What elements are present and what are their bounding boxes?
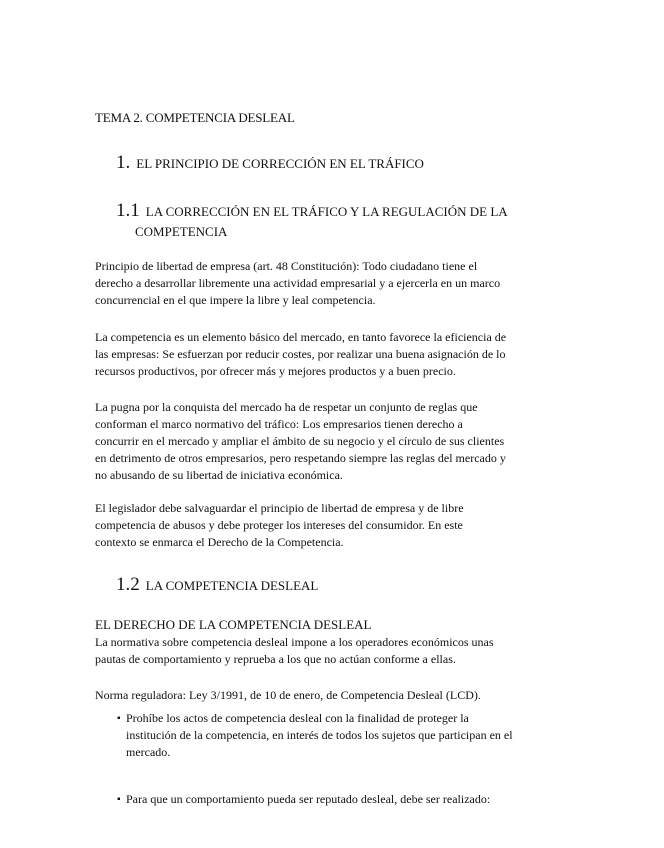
paragraph-line: conforman el marco normativo del tráfico: Los empresarios tienen derecho a [95, 417, 463, 431]
norma-reguladora: Norma reguladora: Ley 3/1991, de 10 de enero, de Competencia Desleal (LCD). [95, 688, 481, 702]
sub-heading-derecho: EL DERECHO DE LA COMPETENCIA DESLEAL [95, 617, 372, 632]
paragraph-libertad-empresa [95, 258, 575, 309]
bullet-item [117, 710, 587, 761]
paragraph-line: Principio de libertad de empresa (art. 48 Constitución): Todo ciudadano tiene el [95, 259, 478, 273]
paragraph-line: en detrimento de otros empresarios, pero respetando siempre las reglas del mercado y [95, 451, 506, 465]
paragraph-line: concurrencial en el que impere la libre y leal competencia. [95, 293, 376, 307]
paragraph-line: La pugna por la conquista del mercado ha de respetar un conjunto de reglas que [95, 400, 478, 414]
paragraph-legislador [95, 500, 575, 551]
paragraph-competencia-elemento [95, 329, 575, 380]
bullet-line: Para que un comportamiento pueda ser reputado desleal, debe ser realizado: [126, 792, 491, 806]
bullet-item [117, 791, 587, 808]
paragraph-line: contexto se enmarca el Derecho de la Competencia. [95, 535, 344, 549]
paragraph-line: pautas de comportamiento y reprueba a los que no actúan conforme a ellas. [95, 652, 456, 666]
bullet-square-icon: ▪ [117, 713, 121, 724]
paragraph-line: La normativa sobre competencia desleal impone a los operadores económicos unas [95, 635, 494, 649]
section-1-1-heading [116, 200, 556, 240]
section-1-2-heading [116, 574, 318, 596]
section-number: 1.1 [116, 200, 140, 221]
document-title: TEMA 2. COMPETENCIA DESLEAL [95, 110, 295, 125]
bullet-line: Prohíbe los actos de competencia desleal con la finalidad de proteger la [126, 711, 469, 725]
paragraph-line: concurrir en el mercado y ampliar el ámbito de su negocio y el círculo de sus clientes [95, 434, 505, 448]
section-title-line-1: LA CORRECCIÓN EN EL TRÁFICO Y LA REGULACIÓN DE LA [145, 204, 508, 219]
paragraph-line: El legislador debe salvaguardar el principio de libertad de empresa y de libre [95, 501, 464, 515]
paragraph-line: derecho a desarrollar libremente una actividad empresarial y a ejercerla en un marco [95, 276, 501, 290]
section-title: LA COMPETENCIA DESLEAL [145, 578, 319, 593]
bullet-line: institución de la competencia, en interés de todos los sujetos que participan en el [126, 728, 513, 742]
section-number: 1.2 [116, 574, 140, 595]
section-number: 1. [116, 152, 131, 173]
paragraph-line: no abusando de su libertad de iniciativa económica. [95, 468, 343, 482]
section-title: EL PRINCIPIO DE CORRECCIÓN EN EL TRÁFICO [136, 156, 424, 171]
paragraph-line: las empresas: Se esfuerzan por reducir costes, por realizar una buena asignación de lo [95, 347, 506, 361]
paragraph-line: La competencia es un elemento básico del mercado, en tanto favorece la eficiencia de [95, 330, 507, 344]
section-title-line-2: COMPETENCIA [135, 224, 228, 239]
bullet-line: mercado. [126, 745, 171, 759]
section-1-heading [116, 152, 424, 174]
paragraph-line: competencia de abusos y debe proteger los intereses del consumidor. En este [95, 518, 463, 532]
paragraph-pugna-mercado [95, 399, 575, 484]
paragraph-normativa [95, 634, 575, 668]
bullet-square-icon: ▪ [117, 794, 121, 805]
paragraph-line: recursos productivos, por ofrecer más y mejores productos y a buen precio. [95, 364, 456, 378]
